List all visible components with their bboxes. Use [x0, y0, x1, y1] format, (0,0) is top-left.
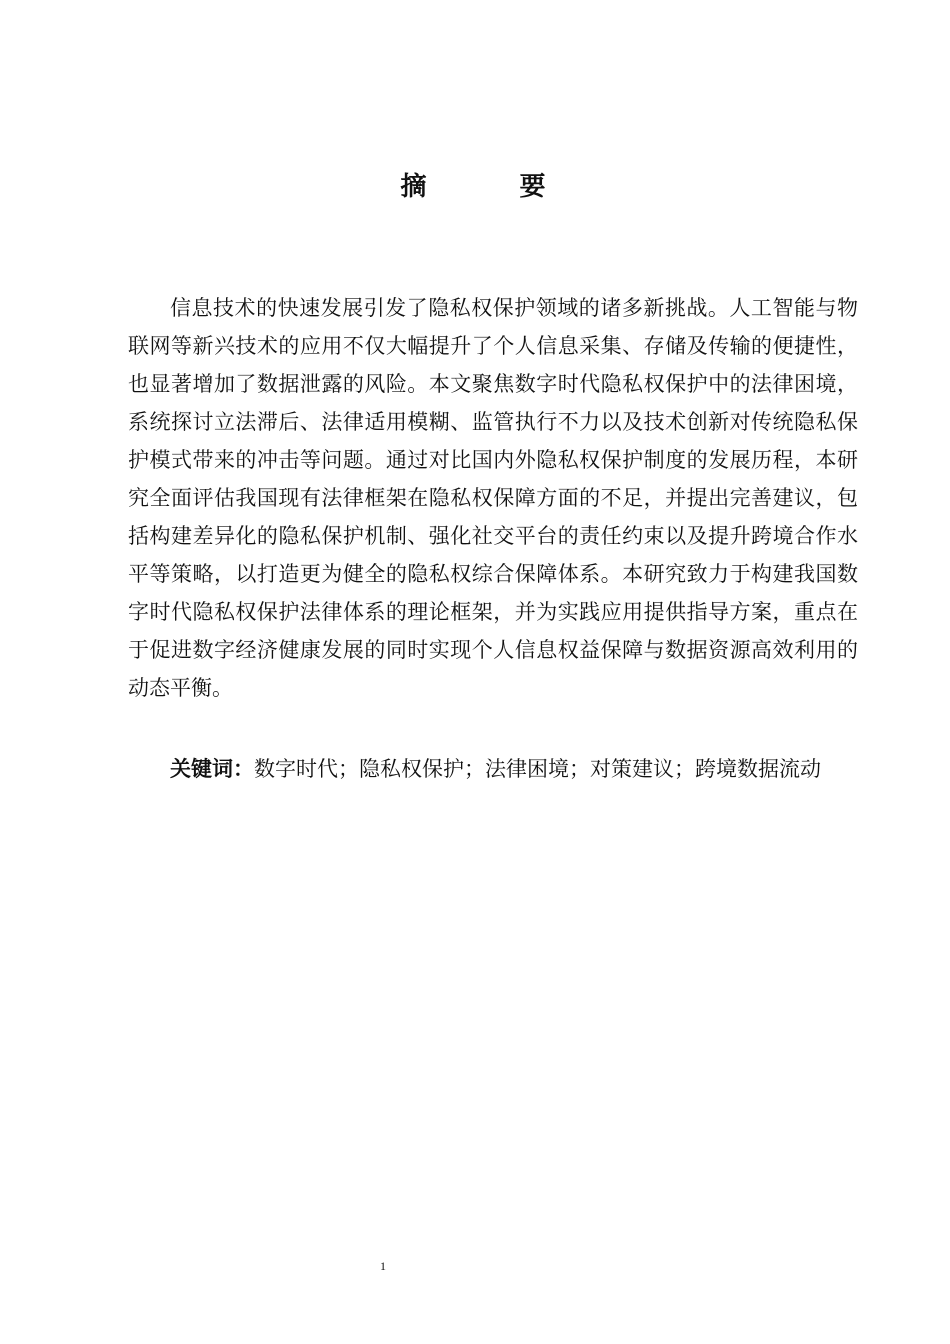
page-number: 1 — [380, 1259, 386, 1273]
abstract-paragraph: 信息技术的快速发展引发了隐私权保护领域的诸多新挑战。人工智能与物联网等新兴技术的应用不仅大幅提升了个人信息采集、存储及传输的便捷性，也显著增加了数据泄露的风险。本文聚焦数字时代隐私权保护中的法律困境，系统探讨立法滞后、法律适用模糊、监管执行不力以及技术创新对传统隐私保护模式带来的冲击等问题。通过对比国内外隐私权保护制度的发展历程，本研究全面评估我国现有法律框架在隐私权保障方面的不足，并提出完善建议，包括构建差异化的隐私保护机制、强化社交平台的责任约束以及提升跨境合作水平等策略，以打造更为健全的隐私权综合保障体系。本研究致力于构建我国数字时代隐私权保护法律体系的理论框架，并为实践应用提供指导方案，重点在于促进数字经济健康发展的同时实现个人信息权益保障与数据资源高效利用的动态平衡。 — [128, 296, 858, 700]
keywords-line — [128, 750, 858, 788]
keywords-label: 关键词： — [170, 757, 254, 781]
keywords-text: 数字时代；隐私权保护；法律困境；对策建议；跨境数据流动 — [254, 757, 821, 781]
page-title: 摘 要 — [400, 172, 588, 203]
